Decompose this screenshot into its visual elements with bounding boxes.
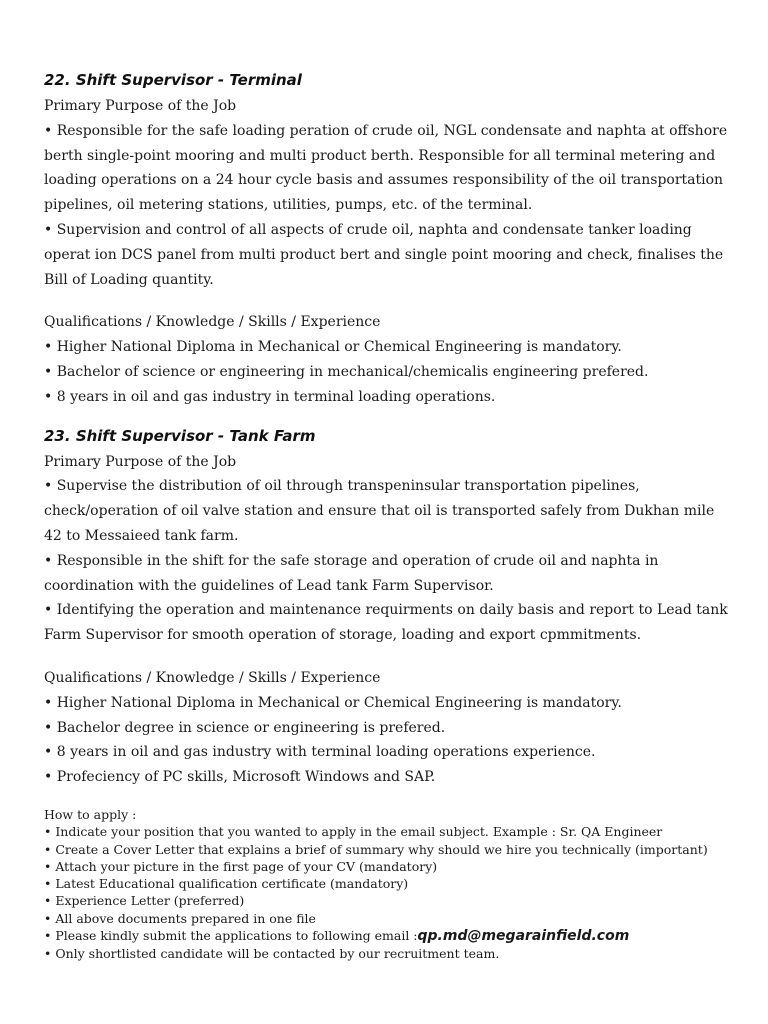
- how-to-apply-item: • Attach your picture in the first page of your CV (mandatory): [44, 858, 438, 874]
- job-23-qual-item: • 8 years in oil and gas industry with terminal loading operations experience.: [44, 744, 596, 761]
- job-23-purpose-item: • Supervise the distribution of oil through transpeninsular transportation pipelines, check/operation of oil valve station and ensure that oil is transported safely from Dukhan mile 42 to Messaieed tank farm.: [44, 478, 715, 544]
- job-23-title-text: Shift Supervisor - Tank Farm: [75, 426, 316, 445]
- how-to-apply-item: • Create a Cover Letter that explains a brief of summary why should we hire you technically (important): [44, 841, 708, 857]
- job-23-qual-item: • Bachelor degree in science or engineering is prefered.: [44, 719, 446, 736]
- how-to-apply-closing: • Only shortlisted candidate will be contacted by our recruitment team.: [44, 946, 500, 962]
- job-22-qual-item: • 8 years in oil and gas industry in terminal loading operations.: [44, 388, 496, 405]
- job-22-title: [44, 70, 734, 90]
- job-23-qual-item: • Profeciency of PC skills, Microsoft Windows and SAP.: [44, 769, 436, 786]
- job-22-number: 22.: [44, 71, 71, 89]
- job-22-section: [44, 70, 734, 292]
- job-22-qual-item: • Bachelor of science or engineering in mechanical/chemicalis engineering prefered.: [44, 363, 649, 380]
- job-22-qualifications: [44, 310, 734, 409]
- job-23-number: 23.: [44, 426, 71, 445]
- how-to-apply-item: • Latest Educational qualification certificate (mandatory): [44, 876, 409, 892]
- job-23-qual-heading: Qualifications / Knowledge / Skills / Experience: [44, 669, 381, 686]
- job-22-purpose-item: • Supervision and control of all aspects of crude oil, naphta and condensate tanker loading operat ion DCS panel from multi product bert and single point mooring and check, finalises the Bill of Loading quantity.: [44, 221, 724, 288]
- how-to-apply-item: • All above documents prepared in one file: [44, 910, 316, 926]
- job-23-purpose-heading: Primary Purpose of the Job: [44, 453, 237, 470]
- how-to-apply-item: • Indicate your position that you wanted to apply in the email subject. Example : Sr. QA Engineer: [44, 824, 663, 840]
- job-23-section: [44, 426, 734, 648]
- job-22-purpose-item: • Responsible for the safe loading peration of crude oil, NGL condensate and naphta at offshore berth single-point mooring and multi product berth. Responsible for all terminal metering and loading operations on a 24 hour cycle basis and assumes responsibility of the oil transportation pipelines, oil metering stations, utilities, pumps, etc. of the terminal.: [44, 122, 728, 214]
- how-to-apply-item: • Experience Letter (preferred): [44, 893, 245, 909]
- job-22-qual-heading: Qualifications / Knowledge / Skills / Experience: [44, 314, 381, 331]
- how-to-apply: [44, 806, 734, 963]
- job-23-title: [44, 426, 734, 446]
- job-22-qual-item: • Higher National Diploma in Mechanical or Chemical Engineering is mandatory.: [44, 339, 622, 356]
- document-page: [44, 70, 734, 963]
- job-22-title-text: Shift Supervisor - Terminal: [75, 71, 302, 89]
- job-22-purpose-heading: Primary Purpose of the Job: [44, 98, 237, 114]
- job-23-qual-item: • Higher National Diploma in Mechanical or Chemical Engineering is mandatory.: [44, 694, 622, 711]
- submit-prefix: • Please kindly submit the applications to following email :: [44, 928, 418, 943]
- how-to-apply-heading: How to apply :: [44, 806, 137, 822]
- job-23-purpose-item: • Identifying the operation and maintenance requirments on daily basis and report to Lead tank Farm Supervisor for smooth operation of storage, loading and export cpmmitments.: [44, 602, 728, 644]
- job-23-qualifications: [44, 666, 734, 790]
- how-to-apply-submit: [44, 927, 734, 945]
- job-23-purpose-item: • Responsible in the shift for the safe storage and operation of crude oil and naphta in coordination with the guidelines of Lead tank Farm Supervisor.: [44, 552, 659, 594]
- email-link[interactable]: qp.md@megarainfield.com: [417, 928, 630, 944]
